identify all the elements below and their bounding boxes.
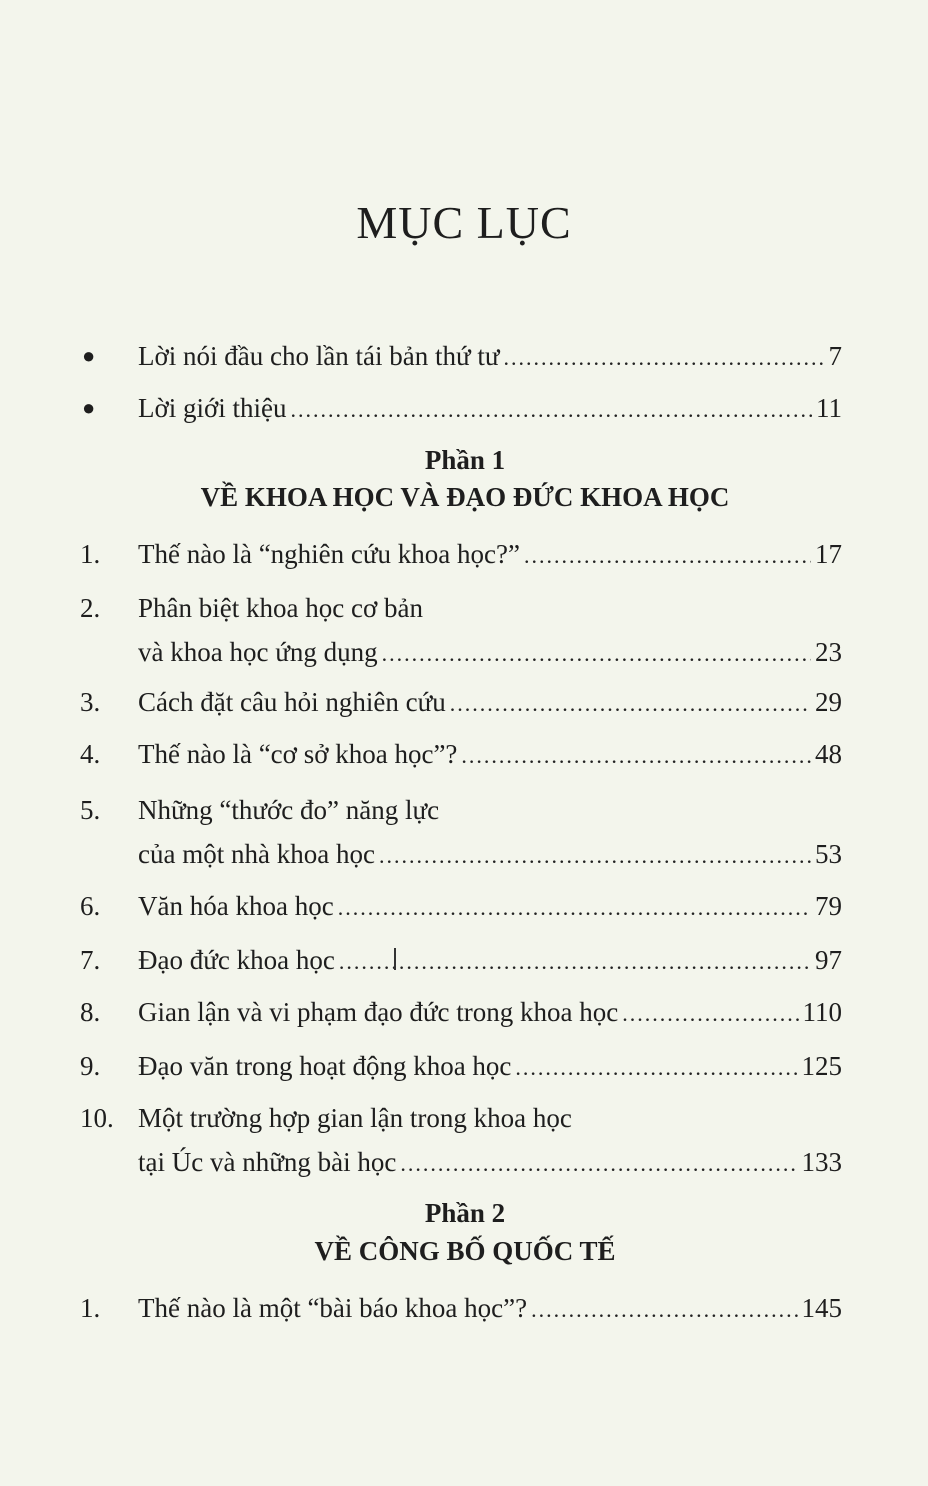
dot-leader bbox=[515, 1046, 797, 1090]
dot-leader bbox=[338, 886, 811, 930]
dot-leader bbox=[503, 336, 824, 380]
toc-entry[interactable] bbox=[80, 788, 842, 876]
toc-entry[interactable] bbox=[80, 1044, 842, 1088]
entry-number: 2. bbox=[80, 593, 101, 623]
entry-number: 1. bbox=[80, 1293, 101, 1323]
toc-entry[interactable] bbox=[80, 938, 842, 982]
dot-leader bbox=[461, 734, 811, 778]
entry-title: Thế nào là một “bài báo khoa học”? bbox=[138, 1293, 528, 1323]
bullet-icon: ● bbox=[82, 395, 96, 420]
toc-entry-preface[interactable] bbox=[80, 334, 842, 378]
page-number: 145 bbox=[801, 1293, 842, 1323]
toc-entry[interactable] bbox=[80, 732, 842, 776]
entry-number: 9. bbox=[80, 1051, 101, 1081]
entry-number: 8. bbox=[80, 997, 101, 1027]
entry-title: Thế nào là “cơ sở khoa học”? bbox=[138, 739, 458, 769]
dot-leader bbox=[622, 992, 798, 1036]
toc-entry[interactable] bbox=[80, 884, 842, 928]
page-number: 53 bbox=[815, 839, 842, 869]
toc-entry[interactable] bbox=[80, 1286, 842, 1330]
page-number: 48 bbox=[815, 739, 842, 769]
dot-leader bbox=[382, 632, 811, 676]
page-number: 97 bbox=[815, 945, 842, 975]
part2-label: Phần 2 bbox=[424, 1198, 506, 1228]
entry-title: Đạo đức khoa học bbox=[138, 945, 335, 975]
page-number: 133 bbox=[801, 1147, 842, 1177]
entry-number: 10. bbox=[80, 1103, 114, 1133]
entry-number: 1. bbox=[80, 539, 101, 569]
entry-title-continued: của một nhà khoa học bbox=[138, 839, 375, 869]
entry-title: Gian lận và vi phạm đạo đức trong khoa học bbox=[138, 997, 619, 1027]
entry-title: Văn hóa khoa học bbox=[138, 891, 334, 921]
entry-number: 6. bbox=[80, 891, 101, 921]
dot-leader bbox=[450, 682, 811, 726]
entry-number: 7. bbox=[80, 945, 101, 975]
entry-number: 4. bbox=[80, 739, 101, 769]
page-number: 79 bbox=[815, 891, 842, 921]
page-number: 11 bbox=[816, 393, 842, 423]
bullet-icon: ● bbox=[82, 343, 96, 368]
entry-title: Đạo văn trong hoạt động khoa học bbox=[138, 1051, 512, 1081]
entry-title: Lời giới thiệu bbox=[138, 393, 287, 423]
entry-title: Phân biệt khoa học cơ bản bbox=[138, 593, 423, 623]
entry-number: 5. bbox=[80, 795, 101, 825]
dot-leader bbox=[291, 388, 812, 432]
page-number: 7 bbox=[828, 341, 842, 371]
dot-leader bbox=[524, 534, 811, 578]
entry-number: 3. bbox=[80, 687, 101, 717]
entry-title-continued: và khoa học ứng dụng bbox=[138, 637, 378, 667]
toc-entry[interactable] bbox=[80, 1096, 842, 1184]
page-title: MỤC LỤC bbox=[356, 197, 572, 248]
entry-title: Lời nói đầu cho lần tái bản thứ tư bbox=[138, 341, 500, 371]
entry-title: Những “thước đo” năng lực bbox=[138, 795, 440, 825]
part2-title: VỀ CÔNG BỐ QUỐC TẾ bbox=[314, 1236, 616, 1266]
page-number: 17 bbox=[815, 539, 842, 569]
toc-entry[interactable] bbox=[80, 532, 842, 576]
dot-leader bbox=[531, 1288, 797, 1332]
dot-leader bbox=[379, 834, 811, 878]
page-number: 125 bbox=[801, 1051, 842, 1081]
dot-leader bbox=[339, 940, 811, 984]
page-number: 29 bbox=[815, 687, 842, 717]
pen-mark bbox=[394, 948, 396, 970]
page-number: 23 bbox=[815, 637, 842, 667]
page-number: 110 bbox=[802, 997, 842, 1027]
toc-entry-introduction[interactable] bbox=[80, 386, 842, 430]
toc-entry[interactable] bbox=[80, 990, 842, 1034]
toc-entry[interactable] bbox=[80, 680, 842, 724]
entry-title-continued: tại Úc và những bài học bbox=[138, 1147, 397, 1177]
entry-title: Thế nào là “nghiên cứu khoa học?” bbox=[138, 539, 520, 569]
entry-title: Cách đặt câu hỏi nghiên cứu bbox=[138, 687, 446, 717]
dot-leader bbox=[400, 1142, 797, 1186]
entry-title: Một trường hợp gian lận trong khoa học bbox=[138, 1103, 572, 1133]
part1-title: VỀ KHOA HỌC VÀ ĐẠO ĐỨC KHOA HỌC bbox=[200, 482, 730, 512]
toc-entry[interactable] bbox=[80, 586, 842, 674]
part1-label: Phần 1 bbox=[424, 445, 506, 475]
